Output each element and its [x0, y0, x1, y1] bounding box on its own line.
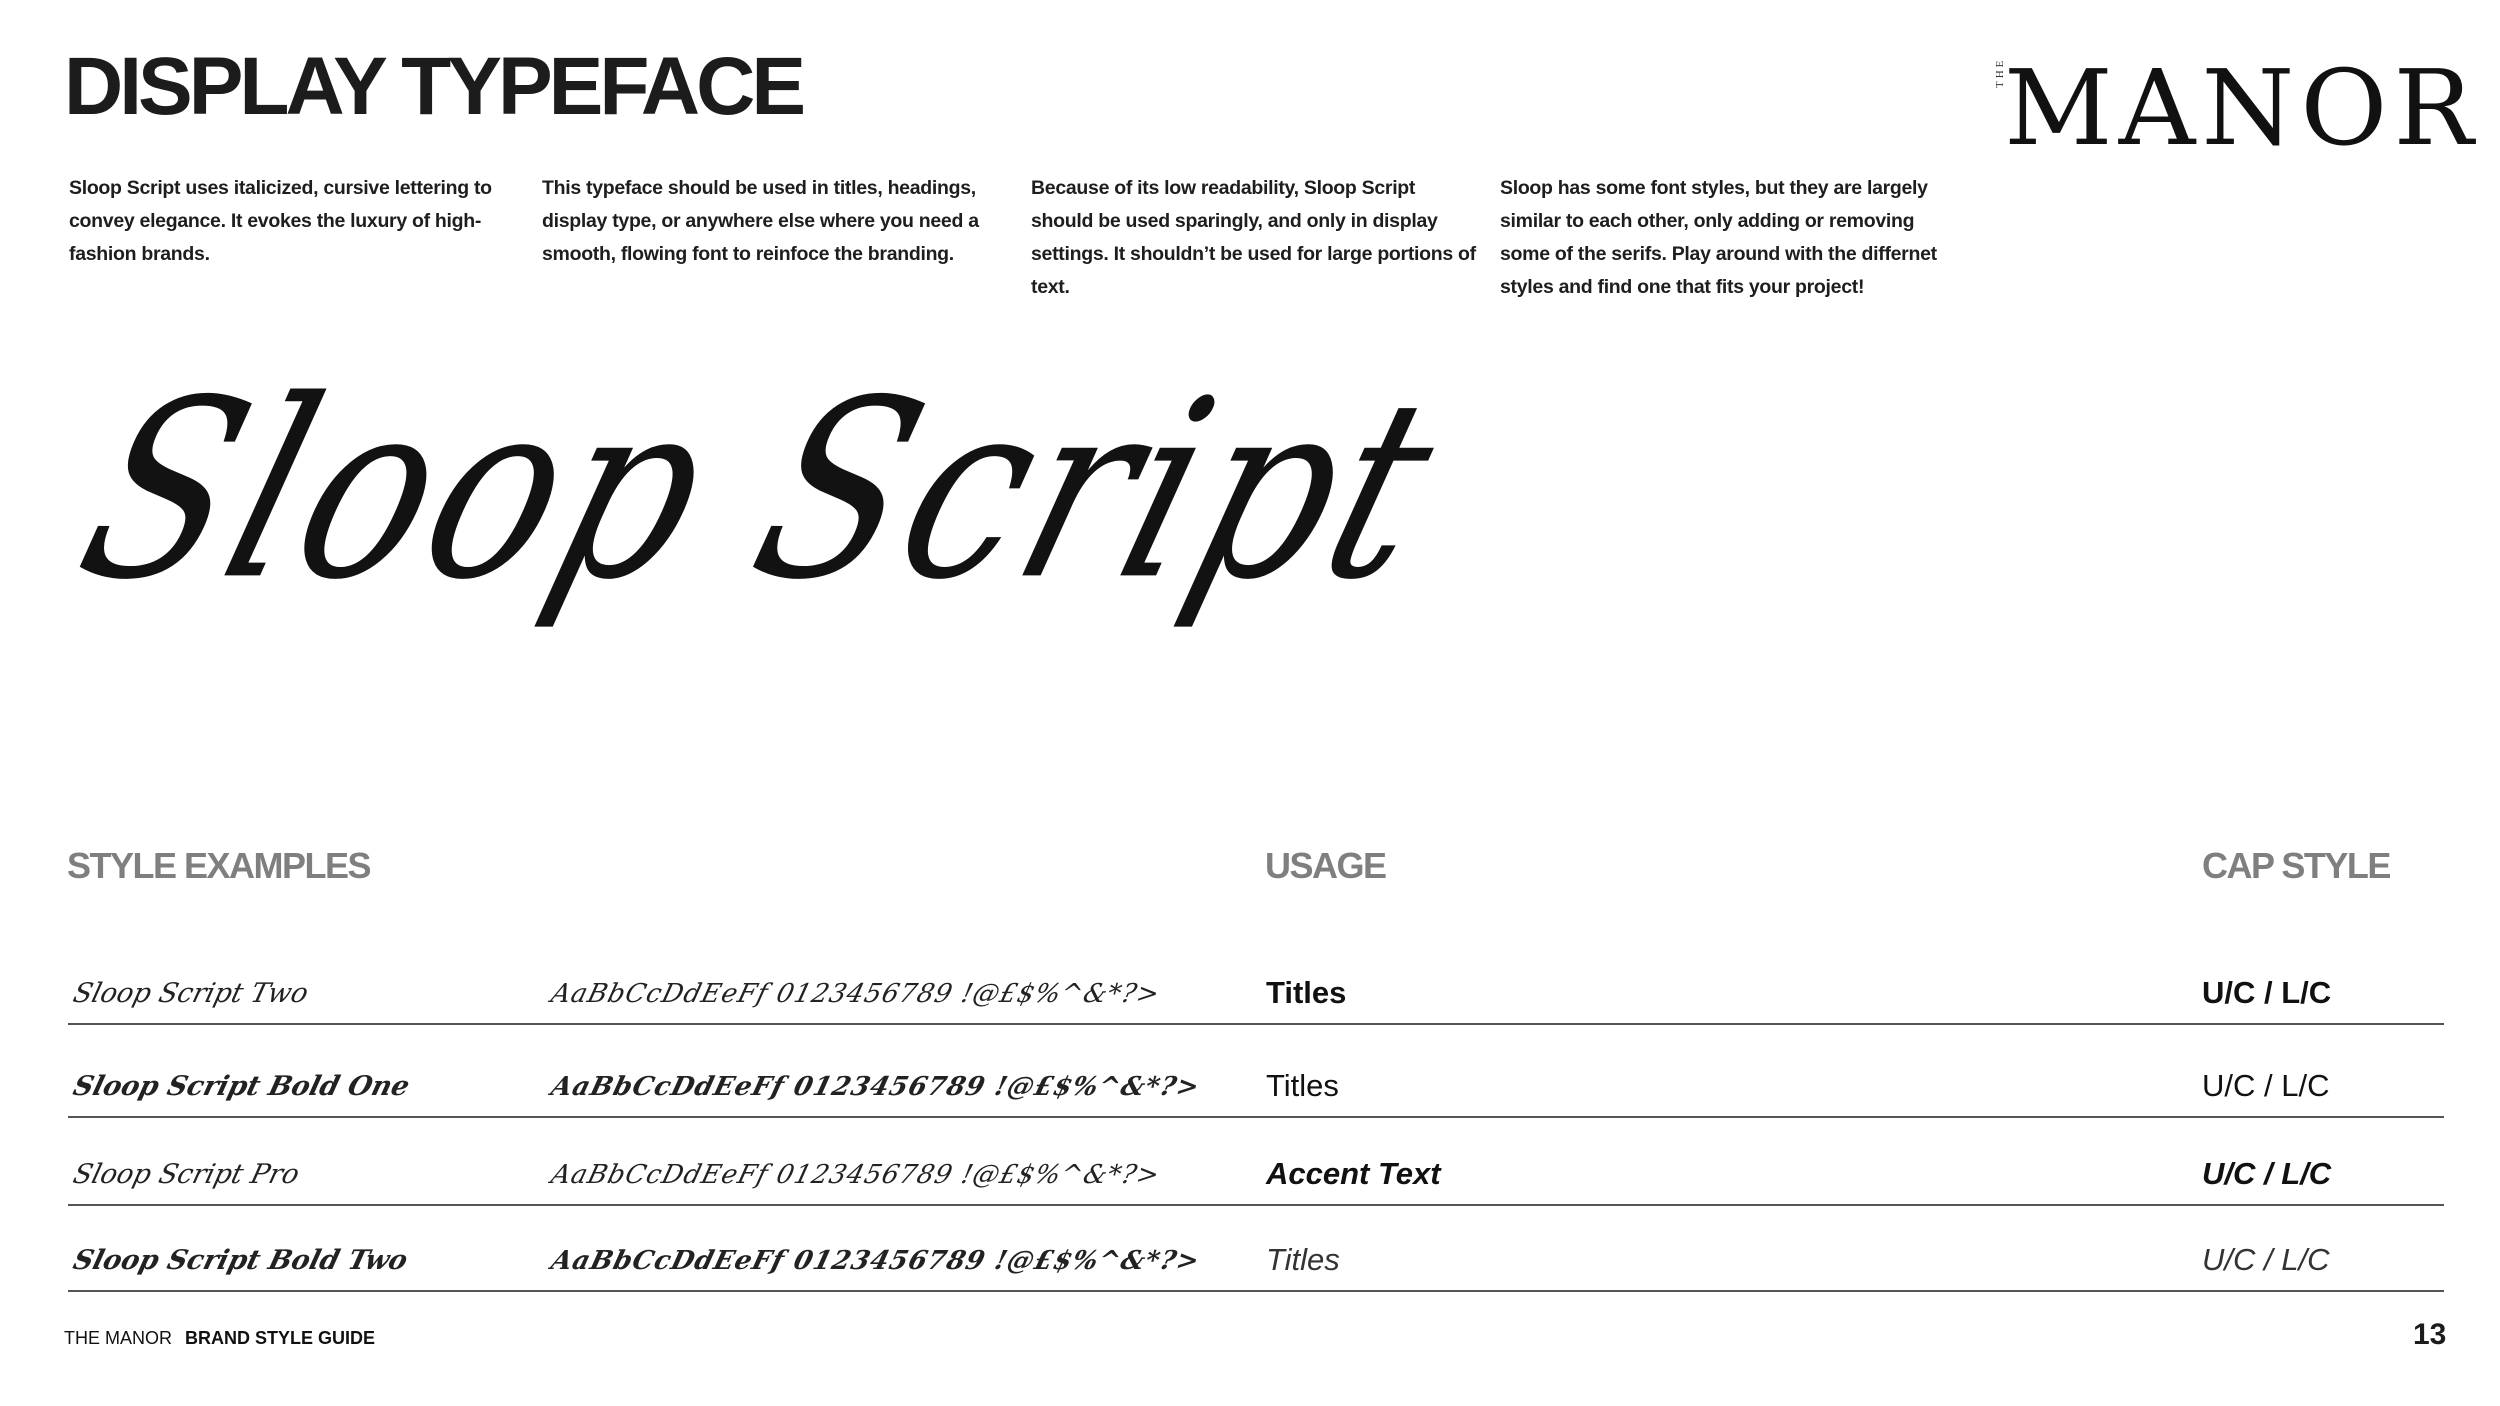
manor-logo — [1990, 47, 2480, 170]
footer-guide-title: BRAND STYLE GUIDE — [185, 1328, 376, 1348]
cap-style-value: U/C / L/C — [2202, 975, 2332, 1010]
style-name: Sloop Script Two — [70, 978, 312, 1009]
intro-paragraph-2: This typeface should be used in titles, headings, display type, or anywhere else where you need a smooth, flowing font to reinfoce the branding. — [542, 177, 979, 265]
table-row — [68, 1204, 2444, 1292]
page-number: 13 — [2413, 1318, 2447, 1351]
logo-wordmark: MANOR — [2004, 47, 2480, 169]
cap-style-value: U/C / L/C — [2202, 1068, 2330, 1103]
typeface-specimen-heading: Sloop Script — [54, 348, 1467, 635]
logo-the-text: THE — [1994, 57, 2006, 88]
header-style-examples: STYLE EXAMPLES — [67, 845, 371, 886]
intro-paragraph-3: Because of its low readability, Sloop Script should be used sparingly, and only in display settings. It shouldn’t be used for large portions of text. — [1031, 177, 1476, 298]
style-name: Sloop Script Bold One — [70, 1071, 413, 1102]
style-name: Sloop Script Pro — [70, 1159, 303, 1190]
footer — [64, 1328, 375, 1349]
table-row — [68, 1118, 2444, 1206]
cap-style-value: U/C / L/C — [2202, 1156, 2332, 1191]
usage-value: Accent Text — [1266, 1156, 1441, 1191]
style-sample: AaBbCcDdEeFf 0123456789 !@£$%^&*?> — [548, 1072, 1204, 1102]
header-usage: USAGE — [1265, 845, 1386, 886]
style-sample: AaBbCcDdEeFf 0123456789 !@£$%^&*?> — [548, 979, 1164, 1009]
intro-paragraph-1: Sloop Script uses italicized, cursive lettering to convey elegance. It evokes the luxury of high-fashion brands. — [69, 177, 492, 265]
header-cap-style: CAP STYLE — [2202, 845, 2390, 886]
table-row — [68, 1030, 2444, 1118]
page-title: DISPLAY TYPEFACE — [64, 41, 803, 132]
table-row — [68, 937, 2444, 1025]
usage-value: Titles — [1266, 1068, 1339, 1103]
style-sample: AaBbCcDdEeFf 0123456789 !@£$%^&*?> — [548, 1160, 1164, 1190]
usage-value: Titles — [1266, 975, 1347, 1010]
footer-brand: THE MANOR — [64, 1328, 172, 1348]
style-sample: AaBbCcDdEeFf 0123456789 !@£$%^&*?> — [548, 1246, 1204, 1276]
cap-style-value: U/C / L/C — [2202, 1242, 2330, 1277]
style-name: Sloop Script Bold Two — [70, 1245, 411, 1276]
usage-value: Titles — [1266, 1242, 1340, 1277]
intro-paragraph-4: Sloop has some font styles, but they are largely similar to each other, only adding or removing some of the serifs. Play around with the differnet styles and find one that fits your project! — [1500, 177, 1937, 298]
